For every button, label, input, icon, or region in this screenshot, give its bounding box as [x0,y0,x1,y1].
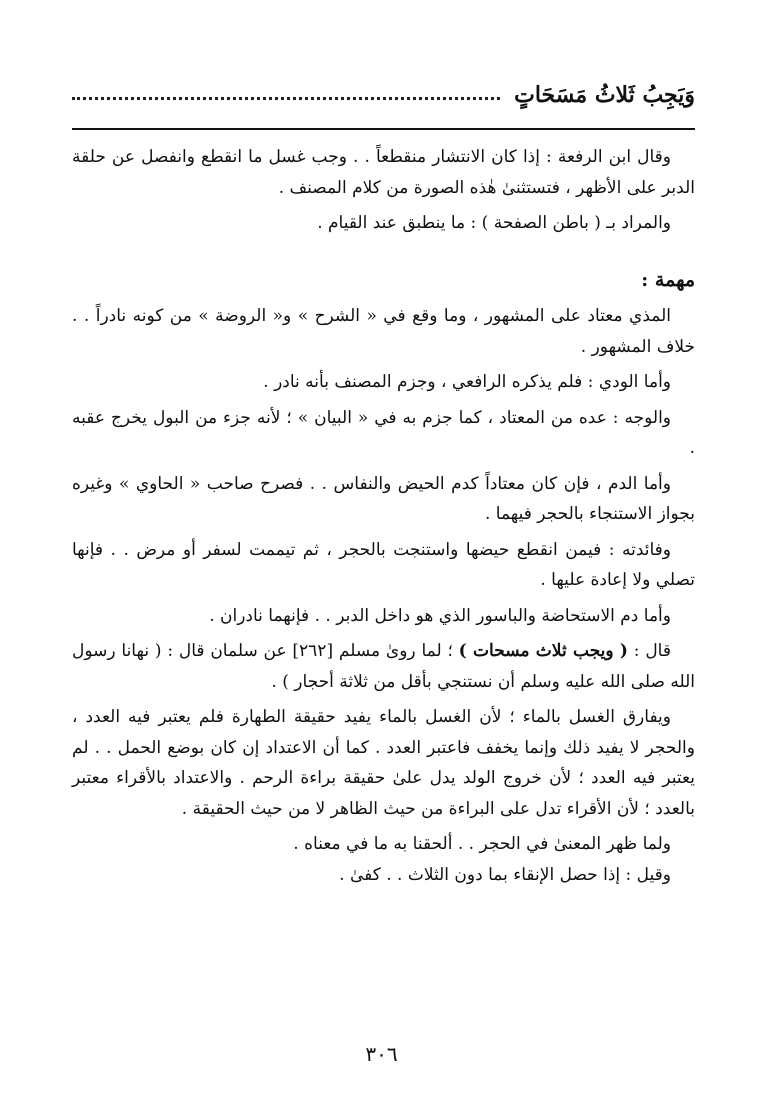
section-heading: مهمة : [641,268,695,291]
quote-paragraph [72,636,695,697]
header-dot-leader [72,97,500,100]
quote-rest: ؛ لما روىٰ مسلم [٢٦٢] عن سلمان قال : ( نهانا رسول الله صلى الله عليه وسلم أن نستنجي بأقل من ثلاثة أحجار ) . [72,641,695,692]
paragraph: وأما دم الاستحاضة والباسور الذي هو داخل الدبر . . فإنهما نادران . [209,605,671,626]
paragraph: والمراد بـ ( باطن الصفحة ) : ما ينطبق عند القيام . [317,213,671,233]
paragraph: وقال ابن الرفعة : إذا كان الانتشار منقطعاً . . وجب غسل ما انقطع وانفصل عن حلقة الدبر على الأظهر ، فتستثنىٰ هٰذه الصورة من كلام المصنف . [72,147,695,198]
running-header [72,70,695,110]
paragraph: وأما الدم ، فإن كان معتاداً كدم الحيض والنفاس . . فصرح صاحب « الحاوي » وغيره بجواز الاستنجاء بالحجر فيهما . [72,473,695,524]
paragraph: وفائدته : فيمن انقطع حيضها واستنجت بالحجر ، ثم تيممت لسفر أو مرض . . فإنها تصلي ولا إعادة عليها . [72,539,695,590]
paragraph: ويفارق الغسل بالماء ؛ لأن الغسل بالماء يفيد حقيقة الطهارة فلم يعتبر فيه العدد ، والحجر لا يفيد ذلك وإنما يخفف فاعتبر العدد . كما أن الاعتداد إن كان بوضع الحمل . . لم يعتبر فيه العدد ؛ لأن خروج الولد يدل علىٰ حقيقة براءة الرحم . والاعتداد بالأقراء معتبر بالعدد ؛ لأن الأقراء تدل على البراءة من حيث الظاهر لا من حيث الحقيقة . [72,707,695,819]
paragraph: ولما ظهر المعنىٰ في الحجر . . ألحقنا به ما في معناه . [293,834,671,854]
paragraph: والوجه : عده من المعتاد ، كما جزم به في « البيان » ؛ لأنه جزء من البول يخرج عقبه . [72,407,695,458]
page-body [72,142,695,890]
paragraph: المذي معتاد على المشهور ، وما وقع في « الشرح » و« الروضة » من كونه نادراً . . خلاف المشهور . [72,306,695,357]
paragraph: وقيل : إذا حصل الإنقاء بما دون الثلاث . . كفىٰ . [339,864,671,885]
matn-text: ( ويجب ثلاث مسحات ) [458,641,628,661]
header-rule [72,128,695,130]
page-number: ٣٠٦ [365,1042,398,1066]
header-title: وَيَجِبُ ثَلاثُ مَسَحَاتٍ [514,82,695,108]
quote-prefix: قال : [627,641,671,661]
paragraph: وأما الودي : فلم يذكره الرافعي ، وجزم المصنف بأنه نادر . [263,372,671,392]
